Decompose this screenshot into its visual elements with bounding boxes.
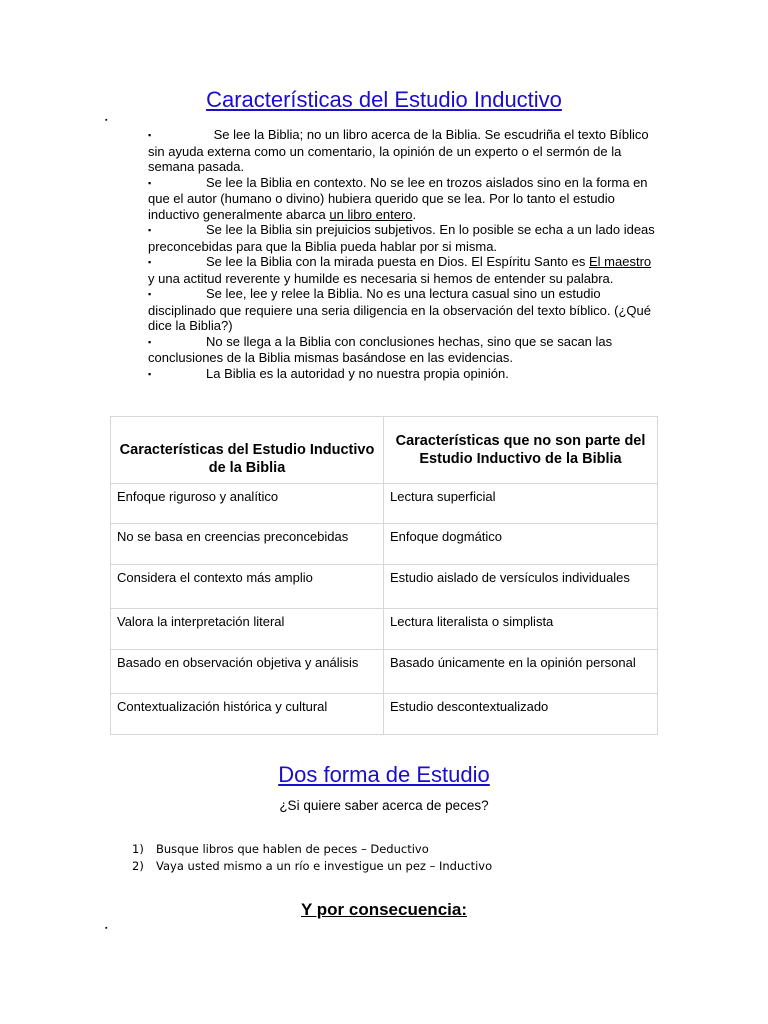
bullet-item [148,366,660,383]
table-cell: Contextualización histórica y cultural [111,694,384,735]
list-text: Vaya usted mismo a un río e investigue un pez – Inductivo [156,859,493,873]
question-text: ¿Si quiere saber acerca de peces? [279,798,489,813]
bullet-text: Se lee, lee y relee la Biblia. No es una lectura casual sino un estudio disciplinado que requiere una seria diligencia en la observación del texto bíblico. (¿Qué dice la Biblia?) [148,286,651,333]
list-text: Busque libros que hablen de peces – Deductivo [156,842,429,856]
bullet-item [148,222,660,254]
table-row [111,650,658,694]
stray-bullet-top: ▪ [105,117,108,124]
list-item [132,858,492,875]
header-not-inductive: Características que no son parte del Estudio Inductivo de la Biblia [384,417,658,484]
bullet-marker: ▪ [148,177,152,188]
bullet-item [148,334,660,366]
bullet-item [148,286,660,334]
comparison-table [110,416,658,735]
table-cell: Valora la interpretación literal [111,609,384,650]
table-cell: Lectura literalista o simplista [384,609,658,650]
bullet-marker: ▪ [148,257,152,267]
table-header-row [111,417,658,484]
table-cell: No se basa en creencias preconcebidas [111,524,384,565]
bullet-item [148,254,660,286]
underlined-phrase: El maestro [589,254,652,269]
table-cell: Enfoque riguroso y analítico [111,484,384,524]
table-row [111,484,658,524]
table-row [111,565,658,609]
section-title-link[interactable]: Dos forma de Estudio [278,762,490,787]
table-cell: Considera el contexto más amplio [111,565,384,609]
list-item [132,841,492,858]
table-cell: Basado únicamente en la opinión personal [384,650,658,694]
bullet-list [148,127,660,382]
bullet-marker: ▪ [148,225,152,235]
table-row [111,694,658,735]
underlined-phrase: un libro entero [329,206,413,222]
bullet-text: Se lee la Biblia con la mirada puesta en Dios. El Espíritu Santo es [206,254,589,269]
numbered-list [132,841,492,875]
bullet-marker: ▪ [148,368,152,379]
table-row [111,609,658,650]
bullet-item [148,175,660,223]
bullet-marker: ▪ [148,130,152,140]
bullet-text: Se lee la Biblia sin prejuicios subjetivos. En lo posible se echa a un lado ideas preconcebidas para que la Biblia pueda hablar por si misma. [148,222,655,254]
table-cell: Lectura superficial [384,484,658,524]
bullet-text: . [412,206,417,222]
conclusion-heading: Y por consecuencia: [301,900,467,919]
header-inductive: Características del Estudio Inductivo de la Biblia [111,417,384,484]
bullet-text: No se llega a la Biblia con conclusiones hechas, sino que se sacan las conclusiones de la Biblia mismas basándose en las evidencias. [148,333,613,365]
table-cell: Estudio aislado de versículos individuales [384,565,658,609]
list-number: 1) [132,842,144,856]
bullet-item [148,127,660,175]
table-row [111,524,658,565]
table-cell: Estudio descontextualizado [384,694,658,735]
bullet-marker: ▪ [148,289,152,299]
bullet-text: Se lee la Biblia; no un libro acerca de la Biblia. Se escudriña el texto Bíblico sin ayuda externa como un comentario, la opinión de un experto o el sermón de la semana pasada. [148,127,649,174]
table-cell: Enfoque dogmático [384,524,658,565]
stray-bullet-bottom: ▪ [105,925,108,932]
bullet-marker: ▪ [148,336,152,347]
bullet-text: Se lee la Biblia en contexto. No se lee en trozos aislados sino en la forma en que el autor (humano o divino) hubiera querido que se lea. Por lo tanto el estudio inductivo generalmente abarca [148,174,648,222]
table-cell: Basado en observación objetiva y análisis [111,650,384,694]
bullet-text: y una actitud reverente y humilde es necesaria si hemos de entender su palabra. [148,270,614,286]
page-title-link[interactable]: Características del Estudio Inductivo [206,87,562,112]
bullet-text: La Biblia es la autoridad y no nuestra propia opinión. [206,365,509,381]
list-number: 2) [132,859,144,873]
